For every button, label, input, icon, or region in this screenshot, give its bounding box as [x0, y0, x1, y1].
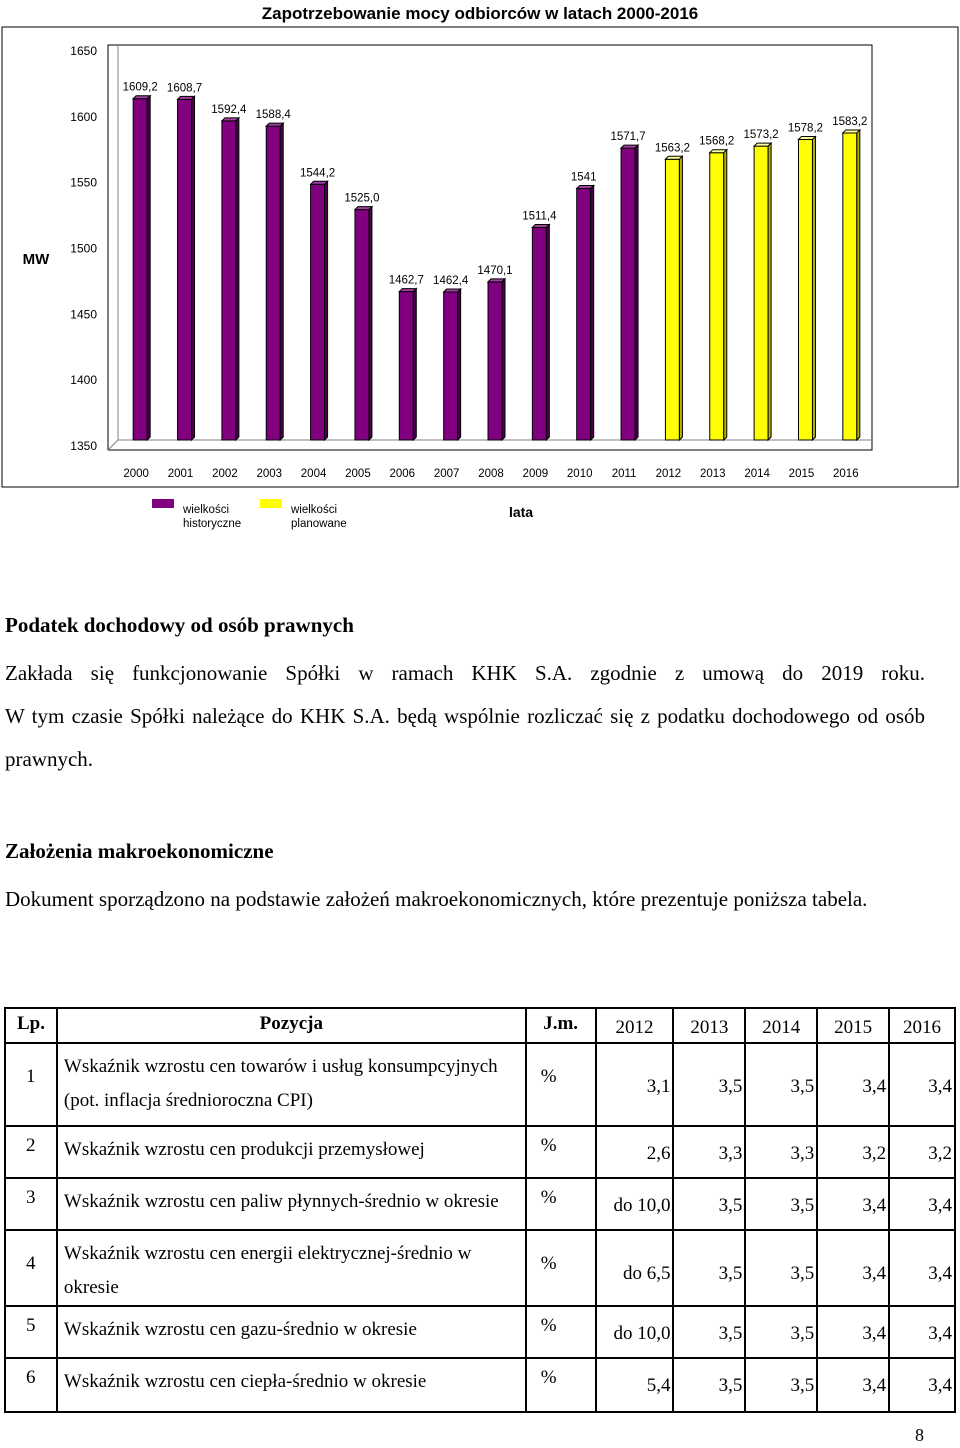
bar-side	[768, 143, 771, 440]
header-year: 2016	[889, 1008, 955, 1043]
bar-side	[546, 224, 549, 440]
section-heading-macro: Założenia makroekonomiczne	[5, 839, 274, 863]
bar-side	[147, 96, 150, 440]
row-pozycja-line1: Wskaźnik wzrostu cen produkcji przemysłowej	[63, 1139, 425, 1160]
row-value: do 6,5	[596, 1230, 674, 1306]
row-value: 3,4	[817, 1043, 889, 1126]
row-lp: 1	[5, 1043, 57, 1126]
x-tick-label: 2008	[478, 468, 504, 480]
row-lp: 6	[5, 1358, 57, 1412]
row-pozycja-line1: Wskaźnik wzrostu cen paliw płynnych-średnio w okresie	[63, 1191, 499, 1212]
x-tick-label: 2014	[744, 468, 770, 480]
row-lp: 5	[5, 1306, 57, 1358]
bar-value-label: 1568,2	[699, 135, 735, 148]
y-tick-label: 1350	[70, 439, 97, 453]
row-unit: %	[526, 1230, 596, 1306]
table-row	[5, 1358, 955, 1412]
bar-value-label: 1462,7	[388, 274, 424, 287]
bar-front	[843, 133, 857, 440]
row-value: 3,4	[889, 1306, 955, 1358]
bar-value-label: 1462,4	[433, 275, 469, 288]
bar-value-label: 1592,4	[211, 103, 247, 116]
x-tick-label: 2001	[167, 468, 194, 480]
row-value: 3,5	[673, 1230, 745, 1306]
table-row	[5, 1043, 955, 1126]
x-tick-label: 2016	[833, 468, 859, 480]
row-pozycja-line1: Wskaźnik wzrostu cen energii elektrycznej-średnio w	[63, 1243, 472, 1264]
page-number: 8	[915, 1425, 924, 1445]
table-row	[5, 1306, 955, 1358]
x-tick-label: 2013	[699, 468, 726, 480]
row-value: 3,3	[745, 1126, 817, 1178]
legend-swatch-historic	[152, 499, 174, 508]
bar-value-label: 1571,7	[610, 131, 646, 144]
bar-value-label: 1511,4	[522, 210, 557, 223]
bar-side	[236, 118, 239, 440]
row-pozycja-line1: Wskaźnik wzrostu cen gazu-średnio w okresie	[63, 1319, 417, 1340]
x-tick-label: 2015	[788, 468, 815, 480]
bar-side	[635, 145, 638, 440]
y-tick-label: 1450	[70, 307, 97, 322]
row-unit: %	[526, 1306, 596, 1358]
legend-swatch-planned	[260, 499, 282, 508]
bar-side	[369, 207, 372, 440]
x-tick-label: 2012	[655, 468, 682, 480]
row-pozycja	[57, 1358, 526, 1412]
table-header-row	[5, 1008, 955, 1043]
row-unit: %	[526, 1358, 596, 1412]
table-row	[5, 1178, 955, 1230]
bar-front	[754, 146, 768, 440]
row-value: 3,4	[889, 1230, 955, 1306]
row-unit: %	[526, 1126, 596, 1178]
bar-front	[178, 99, 192, 440]
bar-side	[502, 279, 505, 440]
y-tick-label: 1500	[70, 241, 97, 256]
row-lp: 3	[5, 1178, 57, 1230]
bar-front	[532, 227, 546, 440]
legend-label-planned-line1: wielkości	[291, 504, 338, 516]
row-value: 3,4	[817, 1306, 889, 1358]
row-unit: %	[526, 1043, 596, 1126]
bar-value-label: 1608,7	[166, 82, 203, 95]
row-value: 3,2	[817, 1126, 889, 1178]
header-pozycja: Pozycja	[57, 1008, 526, 1043]
x-tick-label: 2009	[522, 468, 549, 480]
y-tick-label: 1650	[70, 44, 97, 58]
bar-side	[413, 289, 416, 440]
legend-label-planned-line2: planowane	[291, 518, 347, 530]
tax-paragraph-rest: W tym czasie Spółki należące do KHK S.A. będą wspólnie rozliczać się z podatku dochodowego od osób prawnych.	[5, 704, 925, 771]
table-row	[5, 1126, 955, 1178]
bar-value-label: 1563,2	[654, 142, 691, 155]
bar-front	[710, 153, 724, 440]
bar-value-label: 1525,0	[344, 192, 380, 205]
bar-side	[857, 130, 860, 440]
header-year: 2013	[673, 1008, 745, 1043]
header-year: 2012	[596, 1008, 674, 1043]
bar-front	[488, 282, 502, 440]
row-pozycja	[57, 1178, 526, 1230]
row-unit: %	[526, 1178, 596, 1230]
row-value: 3,4	[817, 1230, 889, 1306]
bar-side	[458, 289, 461, 440]
x-tick-label: 2000	[123, 468, 149, 480]
row-value: 3,1	[596, 1043, 674, 1126]
row-value: 3,5	[745, 1358, 817, 1412]
row-value: 3,5	[673, 1043, 745, 1126]
row-value: 3,3	[673, 1126, 745, 1178]
row-value: 3,4	[889, 1178, 955, 1230]
row-value: 3,5	[673, 1178, 745, 1230]
row-value: 5,4	[596, 1358, 674, 1412]
table-row	[5, 1230, 955, 1306]
legend-label-historic-line2: historyczne	[183, 518, 242, 530]
bar-value-label: 1544,2	[299, 167, 336, 180]
row-value: do 10,0	[596, 1178, 674, 1230]
bar-value-label: 1470,1	[477, 264, 513, 277]
x-tick-label: 2003	[256, 468, 283, 480]
x-tick-label: 2010	[566, 468, 593, 480]
bar-front	[621, 148, 635, 440]
row-value: 3,4	[817, 1178, 889, 1230]
row-pozycja	[57, 1306, 526, 1358]
header-jm: J.m.	[526, 1008, 596, 1043]
section-paragraph-tax	[5, 652, 925, 781]
tax-paragraph-line1: Zakłada się funkcjonowanie Spółki w ramach KHK S.A. zgodnie z umową do 2019 roku.	[5, 661, 925, 685]
bar-side	[192, 96, 195, 440]
row-value: do 10,0	[596, 1306, 674, 1358]
macro-assumptions-table	[4, 1007, 956, 1413]
header-lp: Lp.	[5, 1008, 57, 1043]
bar-value-label: 1588,4	[255, 109, 291, 122]
bar-front	[133, 99, 147, 440]
row-value: 3,5	[745, 1230, 817, 1306]
row-value: 3,4	[817, 1358, 889, 1412]
bar-front	[311, 184, 325, 440]
bar-value-label: 1578,2	[787, 122, 824, 135]
x-tick-label: 2002	[212, 468, 238, 480]
y-tick-label: 1600	[70, 109, 97, 124]
section-paragraph-macro: Dokument sporządzono na podstawie założeń makroekonomicznych, które prezentuje poniższa tabela.	[5, 887, 868, 911]
bar-value-label: 1609,2	[122, 81, 158, 94]
bar-front	[222, 121, 236, 440]
row-pozycja-line2: okresie	[63, 1277, 119, 1298]
bar-side	[812, 137, 815, 440]
row-value: 3,4	[889, 1358, 955, 1412]
bar-side	[724, 150, 727, 440]
row-lp: 2	[5, 1126, 57, 1178]
row-value: 3,4	[889, 1043, 955, 1126]
header-year: 2014	[745, 1008, 817, 1043]
row-value: 3,5	[745, 1306, 817, 1358]
row-pozycja	[57, 1230, 526, 1306]
x-tick-label: 2007	[433, 468, 460, 480]
bar-front	[444, 292, 458, 440]
y-axis-ticks	[70, 44, 97, 453]
row-value: 3,5	[673, 1306, 745, 1358]
row-pozycja	[57, 1043, 526, 1126]
x-axis-label: lata	[508, 504, 534, 520]
y-tick-label: 1400	[70, 373, 97, 388]
bar-side	[591, 186, 594, 440]
bar-front	[798, 140, 812, 440]
x-axis-ticks	[123, 468, 858, 480]
section-heading-tax: Podatek dochodowy od osób prawnych	[5, 613, 354, 637]
chart-title: Zapotrzebowanie mocy odbiorców w latach 2000-2016	[261, 4, 699, 23]
bar-side	[325, 181, 328, 440]
x-tick-label: 2011	[611, 468, 637, 480]
legend	[152, 499, 347, 530]
legend-label-historic-line1: wielkości	[183, 504, 230, 516]
bar-value-label: 1541	[570, 171, 597, 184]
table-body	[5, 1043, 955, 1412]
y-tick-label: 1550	[70, 175, 97, 190]
row-value: 3,2	[889, 1126, 955, 1178]
bar-side	[679, 156, 682, 440]
row-pozycja-line1: Wskaźnik wzrostu cen ciepła-średnio w okresie	[63, 1371, 427, 1392]
bar-value-label: 1573,2	[743, 129, 779, 142]
x-tick-label: 2004	[300, 468, 327, 480]
bar-front	[266, 126, 280, 440]
row-value: 3,5	[673, 1358, 745, 1412]
bar-front	[399, 292, 413, 440]
row-pozycja-line2: (pot. inflacja średnioroczna CPI)	[63, 1090, 313, 1111]
row-value: 2,6	[596, 1126, 674, 1178]
header-year: 2015	[817, 1008, 889, 1043]
row-value: 3,5	[745, 1178, 817, 1230]
bar-value-label: 1583,2	[832, 115, 868, 128]
row-lp: 4	[5, 1230, 57, 1306]
demand-chart	[0, 0, 960, 560]
row-pozycja-line1: Wskaźnik wzrostu cen towarów i usług konsumpcyjnych	[63, 1056, 498, 1077]
bar-front	[355, 210, 369, 440]
bar-side	[280, 123, 283, 440]
y-axis-label: MW	[22, 251, 50, 268]
bar-front	[577, 189, 591, 440]
bar-front	[665, 159, 679, 440]
row-pozycja	[57, 1126, 526, 1178]
row-value: 3,5	[745, 1043, 817, 1126]
x-tick-label: 2006	[389, 468, 416, 480]
x-tick-label: 2005	[345, 468, 371, 480]
